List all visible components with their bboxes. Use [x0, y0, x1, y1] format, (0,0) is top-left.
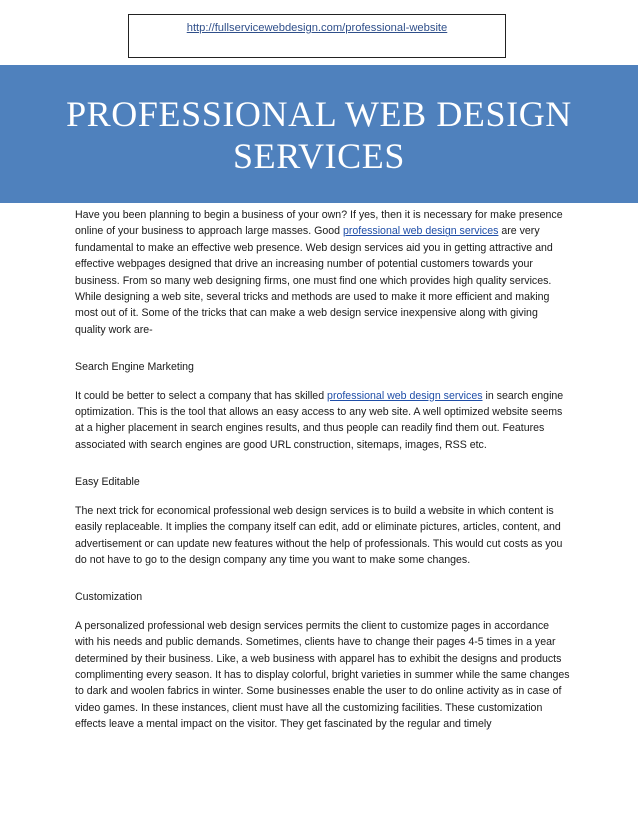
intro-link[interactable]: professional web design services: [342, 225, 499, 238]
section-paragraph-customization: A personalized professional web design services permits the client to customize pages in accordance with his needs and public demands. Sometimes, clients have to change their pages 4-5 times in a year determined by their business. Like, a web business with apparel has to exhibit the designs and products complimenting every season. It has to display colorful, bright varieties in summer while the same changes to dark and woolen fabrics in winter. Some businesses enable the user to do online activity as in case of video games. In these instances, client must have all the customizing facilities. These customization effects leave a mental impact on the visitor. They get fascinated by the regular and timely: [75, 619, 570, 731]
section-heading-customization: Customization: [75, 591, 143, 604]
section-paragraph-search-engine-marketing: [75, 388, 570, 454]
article-body: [75, 207, 570, 754]
section1-text-start: It could be better to select a company that has skilled: [75, 389, 328, 402]
source-url-link[interactable]: http://fullservicewebdesign.com/professional-website: [186, 22, 448, 34]
section1-link[interactable]: professional web design services: [327, 389, 483, 402]
page-title-line2: SERVICES: [233, 136, 405, 176]
section1-text-end: in search engine optimization. This is the tool that allows an easy access to any web site. A well optimized website seems at a higher placement in search engines results, and thus people can readily find them out. Features associated with search engines are good URL construction, sitemaps, images, RSS etc.: [75, 389, 564, 451]
source-url-box: [128, 14, 506, 58]
intro-text-end: are very fundamental to make an effective web presence. Web design services aid you in getting attractive and effective webpages designed that drive an increasing number of potential customers towards your business. From so many web designing firms, one must find one which provides high quality services. While designing a web site, several tricks and methods are used to make it more efficient and making most out of it. Some of the tricks that can make a web design service inexpensive along with giving quality work are-: [75, 225, 553, 336]
section-heading-easy-editable: Easy Editable: [75, 476, 140, 489]
section-paragraph-easy-editable: The next trick for economical professional web design services is to build a website in which content is easily replaceable. It implies the company itself can edit, add or eliminate pictures, articles, content, and advertisement or can update new features without the help of professionals. This would cut costs as you do not have to go to the design company any time you want to make some changes.: [75, 504, 563, 566]
intro-text-start: Have you been planning to begin a business of your own? If yes, then it is necessary for make presence online of your business to approach large masses. Good: [75, 209, 563, 238]
page-title: [0, 93, 638, 177]
intro-paragraph: [75, 207, 570, 338]
page-title-line1: PROFESSIONAL WEB DESIGN: [66, 94, 572, 134]
section-heading-search-engine-marketing: Search Engine Marketing: [75, 361, 194, 374]
title-banner: [0, 65, 638, 203]
